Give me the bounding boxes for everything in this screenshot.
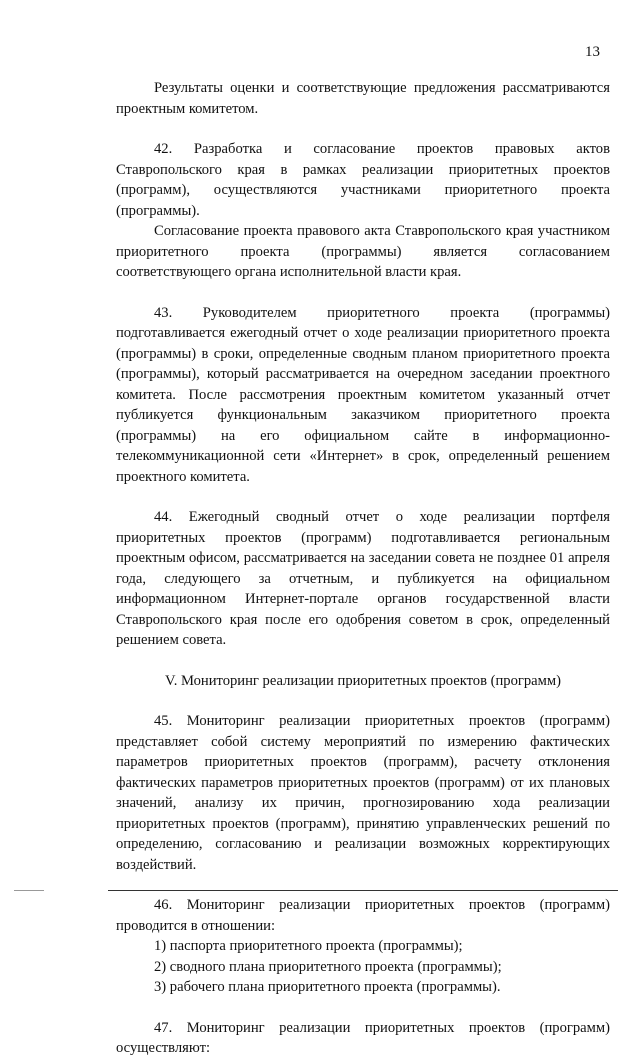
list-item: 2) сводного плана приоритетного проекта (программы); (154, 958, 502, 975)
paragraph-intro: Результаты оценки и соответствующие предложения рассматриваются проектным комитетом. (116, 80, 610, 117)
paragraph-42-approval: Согласование проекта правового акта Ставропольского края участником приоритетного проекта (программы) является согласованием соответствующего органа исполнительной власти края. (116, 223, 610, 280)
page-bottom-rule (108, 890, 618, 891)
spacer (116, 651, 610, 671)
section-heading: V. Мониторинг реализации приоритетных проектов (программ) (165, 672, 561, 689)
spacer (116, 875, 610, 895)
paragraph-46: 46. Мониторинг реализации приоритетных проектов (программ) проводится в отношении: (116, 897, 610, 934)
paragraph-43: 43. Руководителем приоритетного проекта (программы) подготавливается ежегодный отчет о ходе реализации приоритетного проекта (программы) в сроки, определенные сводным планом приоритетного проекта (программы), который рассматривается на очередном заседании проектного комитета. После рассмотрения проектным комитетом указанный отчет публикуется функциональным заказчиком приоритетного проекта (программы) на его официальном сайте в информационно-телекоммуникационной сети «Интернет» в срок, определенный решением проектного комитета. (116, 304, 610, 485)
paragraph-45: 45. Мониторинг реализации приоритетных проектов (программ) представляет собой систему мероприятий по измерению фактических параметров приоритетных проектов (программ), расчету отклонения фактических параметров приоритетных проектов (программ) от их плановых значений, анализу их причин, прогнозированию хода реализации приоритетных проектов (программ), принятию управленческих решений по определению, согласованию и реализации возможных корректирующих воздействий. (116, 713, 610, 873)
list-item: 1) паспорта приоритетного проекта (программы); (154, 938, 463, 954)
list-item: 3) рабочего плана приоритетного проекта (программы). (154, 979, 501, 995)
paragraph-42-drafting: 42. Разработка и согласование проектов правовых актов Ставропольского края в рамках реализации приоритетных проектов (программ), осуществляются участниками приоритетного проекта (программы). (116, 141, 610, 219)
paragraph-44: 44. Ежегодный сводный отчет о ходе реализации портфеля приоритетных проектов (программ) подготавливается региональным проектным офисом, рассматривается на заседании совета не позднее 01 апреля года, следующего за отчетным, и публикуется на официальном информационном Интернет-портале органов государственной власти Ставропольского края после его одобрения советом в срок, определенный решением совета. (116, 509, 610, 648)
spacer (116, 487, 610, 507)
spacer (116, 691, 610, 711)
spacer (116, 998, 610, 1018)
paragraph-47: 47. Мониторинг реализации приоритетных проектов (программ) осуществляют: (116, 1019, 610, 1056)
spacer (116, 119, 610, 139)
page-number: 13 (585, 44, 600, 60)
document-body (116, 78, 610, 1059)
spacer (116, 283, 610, 303)
scan-edge-mark (14, 890, 44, 891)
